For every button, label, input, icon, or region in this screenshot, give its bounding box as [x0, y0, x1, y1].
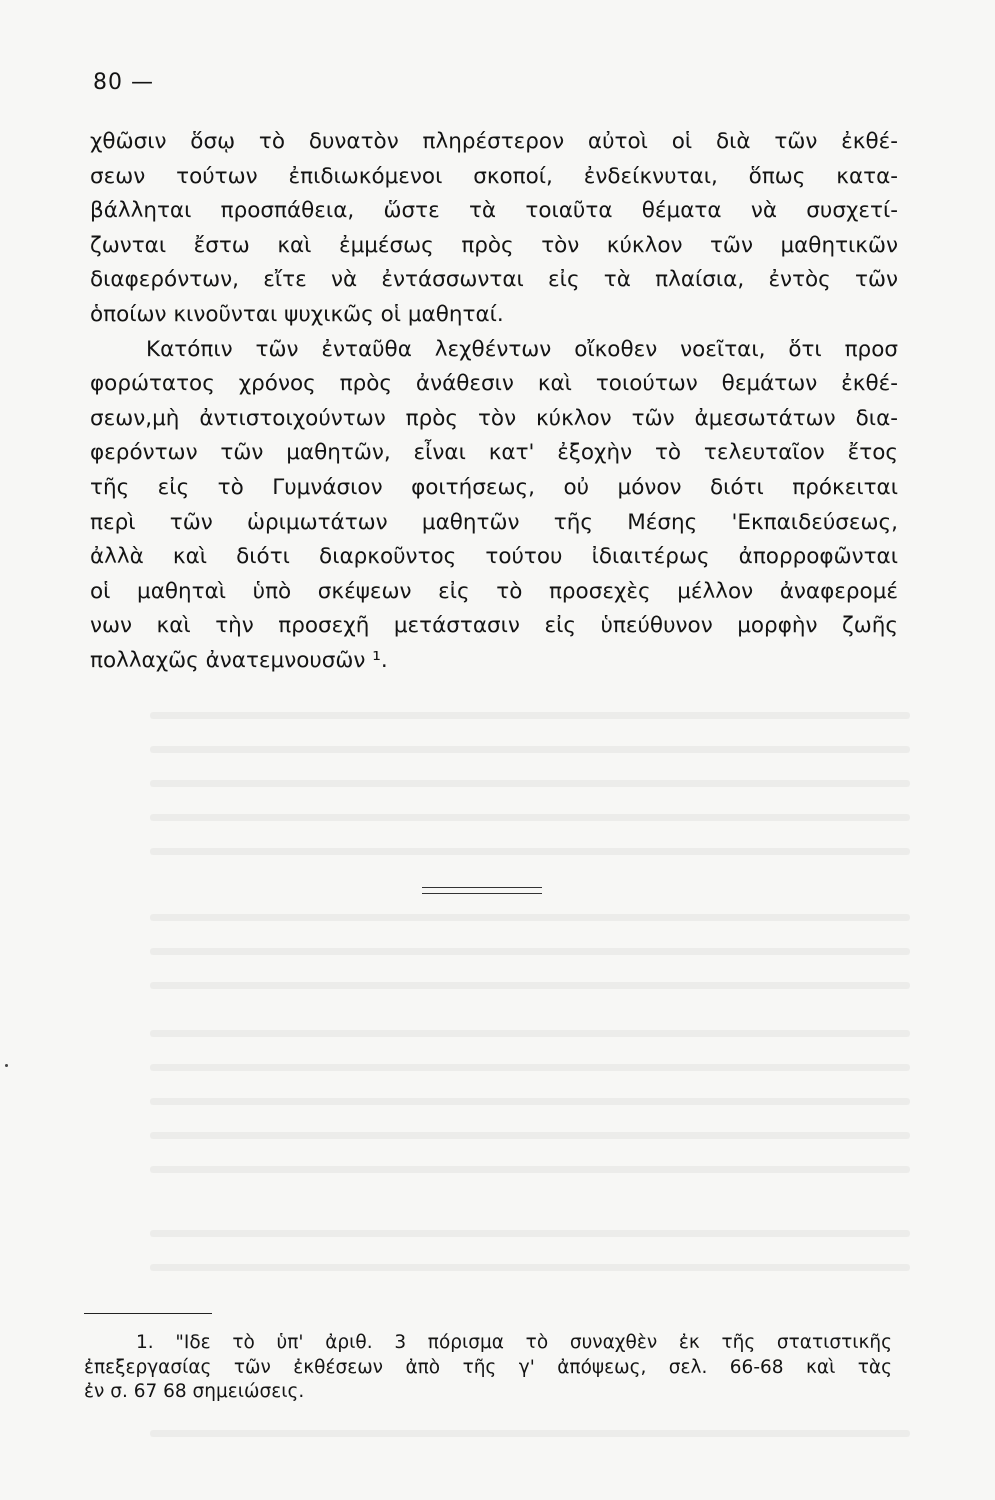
bleed-through-mark	[150, 1064, 910, 1071]
text-line: σεων,μὴ ἀντιστοιχούντων πρὸς τὸν κύκλον τῶν ἀμεσωτάτων δια-	[90, 405, 898, 431]
text-line: τῆς εἰς τὸ Γυμνάσιον φοιτήσεως, οὐ μόνον διότι πρόκειται	[90, 474, 898, 500]
footnote-line: 1. "Ιδε τὸ ὑπ' ἀριθ. 3 πόρισμα τὸ συναχθὲν ἐκ τῆς στατιστικῆς	[136, 1332, 892, 1353]
body-text	[90, 125, 898, 679]
text-line: βάλληται προσπάθεια, ὥστε τὰ τοιαῦτα θέματα νὰ συσχετί-	[90, 198, 898, 224]
bleed-through-mark	[150, 914, 910, 921]
page-number: 80 —	[93, 70, 154, 95]
bleed-through-mark	[150, 948, 910, 955]
bleed-through-mark	[150, 712, 910, 719]
text-line: φορώτατος χρόνος πρὸς ἀνάθεσιν καὶ τοιούτων θεμάτων ἐκθέ-	[90, 371, 898, 397]
ink-speck	[5, 1064, 8, 1067]
bleed-through-mark	[150, 1098, 910, 1105]
bleed-through-mark	[150, 982, 910, 989]
bleed-through-mark	[150, 1132, 910, 1139]
bleed-through-mark	[150, 848, 910, 855]
text-line: ἀλλὰ καὶ διότι διαρκοῦντος τούτου ἰδιαιτέρως ἀπορροφῶνται	[90, 544, 898, 570]
bleed-through-mark	[150, 780, 910, 787]
text-line: πολλαχῶς ἀνατεμνουσῶν ¹.	[90, 647, 388, 673]
bleed-through-mark	[150, 1030, 910, 1037]
footnote-line: ἐν σ. 67 68 σημειώσεις.	[84, 1381, 305, 1402]
bleed-through-mark	[150, 814, 910, 821]
footnote-line: ἐπεξεργασίας τῶν ἐκθέσεων ἀπὸ τῆς γ' ἀπόψεως, σελ. 66-68 καὶ τὰς	[84, 1356, 892, 1378]
footnotes	[84, 1331, 892, 1405]
bleed-through-mark	[150, 746, 910, 753]
text-line: διαφερόντων, εἴτε νὰ ἐντάσσωνται εἰς τὰ πλαίσια, ἐντὸς τῶν	[90, 267, 898, 293]
footnote-rule	[84, 1313, 212, 1314]
text-line: χθῶσιν ὅσῳ τὸ δυνατὸν πληρέστερον αὐτοὶ οἱ διὰ τῶν ἐκθέ-	[90, 129, 898, 154]
text-line: σεων τούτων ἐπιδιωκόμενοι σκοποί, ἐνδείκνυται, ὅπως κατα-	[90, 163, 898, 189]
paragraph-start-line: Κατόπιν τῶν ἐνταῦθα λεχθέντων οἴκοθεν νοεῖται, ὅτι προσ	[146, 336, 898, 362]
bleed-through-mark	[150, 1264, 910, 1271]
section-divider	[422, 887, 542, 894]
text-line: νων καὶ τὴν προσεχῆ μετάστασιν εἰς ὑπεύθυνον μορφὴν ζωῆς	[90, 613, 898, 639]
text-line: ζωνται ἔστω καὶ ἐμμέσως πρὸς τὸν κύκλον τῶν μαθητικῶν	[90, 232, 898, 258]
bleed-through-mark	[150, 1430, 910, 1437]
bleed-through-mark	[150, 1166, 910, 1173]
text-line: οἱ μαθηταὶ ὑπὸ σκέψεων εἰς τὸ προσεχὲς μέλλον ἀναφερομέ	[90, 578, 898, 604]
text-line: περὶ τῶν ὡριμωτάτων μαθητῶν τῆς Μέσης 'Εκπαιδεύσεως,	[90, 509, 898, 535]
text-line: φερόντων τῶν μαθητῶν, εἶναι κατ' ἐξοχὴν τὸ τελευταῖον ἔτος	[90, 440, 898, 466]
text-line: ὁποίων κινοῦνται ψυχικῶς οἱ μαθηταί.	[90, 301, 504, 327]
bleed-through-mark	[150, 1230, 910, 1237]
